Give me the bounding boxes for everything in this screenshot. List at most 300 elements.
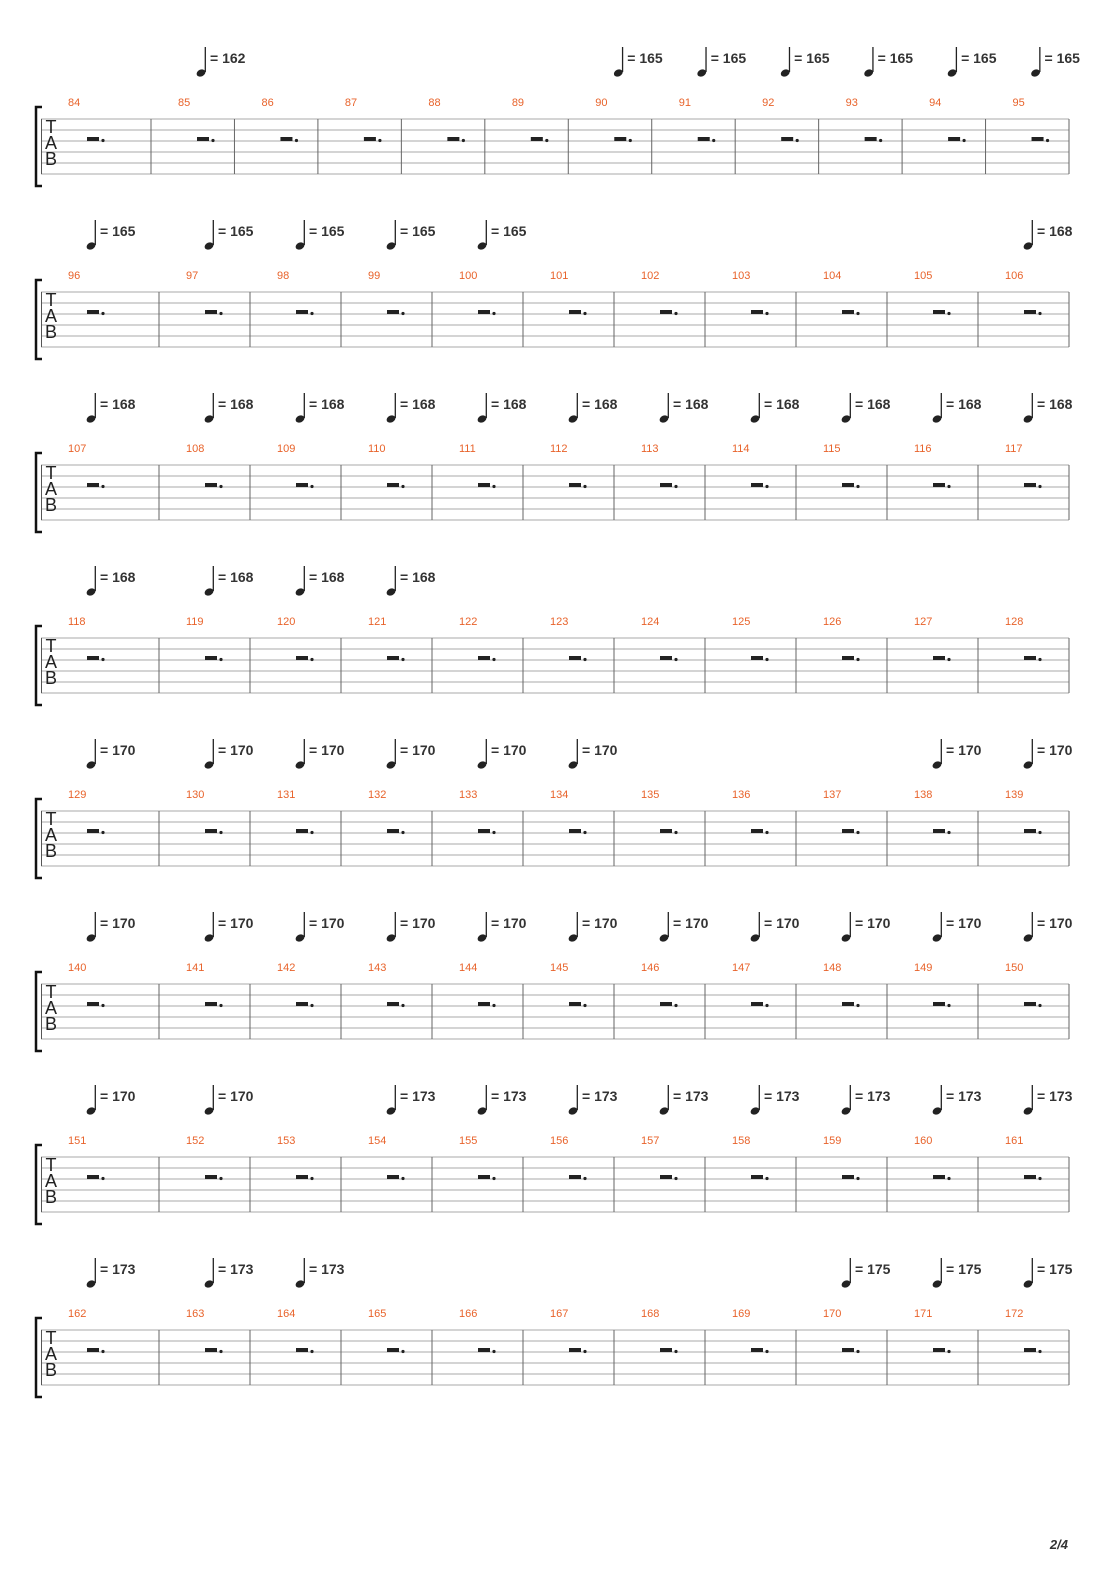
tempo-marking [567, 739, 617, 770]
rest-dot [856, 831, 859, 834]
rest-bar [205, 483, 217, 487]
rest-bar [660, 1175, 672, 1179]
measure-number: 132 [368, 789, 387, 801]
rest-dot [583, 658, 586, 661]
measure [277, 1135, 341, 1212]
tempo-marking [567, 393, 617, 424]
rest-bar [387, 483, 399, 487]
tempo-marking [85, 912, 135, 943]
measure [178, 47, 246, 174]
tempo-marking [931, 393, 981, 424]
tab-clef-letter: A [44, 1171, 58, 1191]
tempo-marking [840, 912, 890, 943]
rest-dot [765, 485, 768, 488]
rest-dot [629, 139, 632, 142]
rest-bar [865, 137, 877, 141]
rest-dot [674, 1004, 677, 1007]
measure-number: 103 [732, 270, 751, 282]
measure [68, 97, 151, 174]
rest-dot [765, 831, 768, 834]
rest-dot [583, 485, 586, 488]
measure-number: 121 [368, 616, 387, 628]
measure [823, 912, 891, 1039]
measure-number: 131 [277, 789, 296, 801]
measure [512, 97, 568, 174]
tab-clef-letter: T [45, 982, 57, 1002]
measure-number: 104 [823, 270, 842, 282]
measure [428, 97, 484, 174]
measure-number: 92 [762, 97, 775, 109]
rest-bar [296, 1002, 308, 1006]
measure [914, 912, 982, 1039]
measure-number: 120 [277, 616, 296, 628]
rest-dot [1038, 831, 1041, 834]
measure-number: 152 [186, 1135, 205, 1147]
rest-dot [947, 312, 950, 315]
rest-bar [781, 137, 793, 141]
rest-bar [842, 656, 854, 660]
rest-dot [674, 312, 677, 315]
rest-bar [387, 310, 399, 314]
rest-bar [478, 310, 490, 314]
rest-bar [1024, 829, 1036, 833]
tab-clef-letter: B [44, 322, 58, 342]
measure-number: 94 [929, 97, 942, 109]
tempo-value: = 165 [710, 50, 747, 66]
tempo-value: = 170 [309, 915, 345, 931]
rest-dot [101, 1004, 104, 1007]
tempo-marking [1022, 912, 1072, 943]
rest-dot [219, 1177, 222, 1180]
tempo-value: = 168 [582, 396, 618, 412]
rest-bar [751, 656, 763, 660]
tempo-value: = 170 [582, 915, 618, 931]
tempo-value: = 170 [100, 742, 136, 758]
tempo-marking [931, 1085, 981, 1116]
measure-number: 157 [641, 1135, 660, 1147]
rest-bar [387, 829, 399, 833]
tempo-marking [203, 1258, 253, 1289]
measure-number: 97 [186, 270, 199, 282]
measure [732, 1085, 800, 1212]
tempo-marking [931, 912, 981, 943]
measure-number: 126 [823, 616, 842, 628]
rest-dot [401, 485, 404, 488]
rest-bar [387, 1175, 399, 1179]
rest-dot [765, 1004, 768, 1007]
measure-number: 87 [344, 97, 358, 109]
measure-number: 135 [641, 789, 660, 801]
tempo-marking [946, 47, 996, 78]
tempo-marking [385, 220, 435, 251]
rest-dot [765, 1350, 768, 1353]
tempo-value: = 173 [400, 1088, 436, 1104]
tempo-marking [1022, 739, 1072, 770]
tempo-value: = 175 [946, 1261, 982, 1277]
measure-number: 149 [914, 962, 933, 974]
measure [68, 566, 159, 693]
tab-clef-letter: T [45, 809, 57, 829]
rest-bar [569, 310, 581, 314]
measure [186, 739, 254, 866]
tempo-marking [85, 220, 135, 251]
rest-bar [1024, 1002, 1036, 1006]
measure [186, 220, 254, 347]
tempo-value: = 168 [491, 396, 527, 412]
tempo-marking [85, 393, 135, 424]
rest-bar [751, 1348, 763, 1352]
measure-number: 167 [550, 1308, 569, 1320]
rest-dot [401, 1177, 404, 1180]
staff-system [36, 220, 1073, 359]
measure [914, 393, 982, 520]
tempo-value: = 168 [673, 396, 709, 412]
measure [1005, 1258, 1073, 1385]
measure [368, 739, 436, 866]
rest-bar [197, 137, 209, 141]
rest-dot [401, 831, 404, 834]
rest-dot [378, 139, 381, 142]
rest-dot [101, 658, 104, 661]
measure-number: 150 [1005, 962, 1024, 974]
tempo-value: = 170 [1037, 742, 1073, 758]
rest-dot [674, 1177, 677, 1180]
tempo-marking [294, 393, 344, 424]
rest-bar [87, 829, 99, 833]
tempo-value: = 168 [400, 569, 436, 585]
tab-clef-letter: B [44, 1014, 58, 1034]
rest-bar [1024, 1348, 1036, 1352]
tab-clef-letter: B [44, 149, 58, 169]
tempo-value: = 168 [309, 569, 345, 585]
measure [550, 270, 614, 347]
measure [277, 566, 345, 693]
rest-bar [296, 656, 308, 660]
measure-number: 119 [186, 616, 204, 628]
measure-number: 165 [368, 1308, 387, 1320]
measure [368, 220, 436, 347]
tempo-value: = 173 [673, 1088, 709, 1104]
measure-number: 155 [459, 1135, 478, 1147]
measure [277, 912, 345, 1039]
rest-bar [296, 1175, 308, 1179]
rest-bar [478, 1175, 490, 1179]
measure [459, 616, 523, 693]
rest-bar [87, 1348, 99, 1352]
tempo-marking [203, 1085, 253, 1116]
tab-clef-letter: T [45, 463, 57, 483]
tempo-value: = 173 [491, 1088, 527, 1104]
tempo-marking [385, 1085, 435, 1116]
rest-bar [933, 483, 945, 487]
staff-system [36, 912, 1073, 1051]
measure-number: 125 [732, 616, 751, 628]
measure-number: 122 [459, 616, 478, 628]
rest-dot [856, 1350, 859, 1353]
rest-dot [492, 485, 495, 488]
rest-dot [219, 831, 222, 834]
rest-dot [310, 658, 313, 661]
tempo-marking [931, 739, 981, 770]
measure [550, 739, 618, 866]
rest-bar [660, 656, 672, 660]
measure-number: 156 [550, 1135, 569, 1147]
measure-number: 166 [459, 1308, 478, 1320]
rest-bar [933, 829, 945, 833]
measure-number: 117 [1005, 443, 1023, 455]
rest-dot [219, 485, 222, 488]
measure-number: 100 [459, 270, 478, 282]
rest-bar [531, 137, 543, 141]
tempo-marking [840, 393, 890, 424]
rest-bar [751, 829, 763, 833]
tempo-value: = 168 [218, 569, 254, 585]
measure [68, 1085, 159, 1212]
measure-number: 134 [550, 789, 569, 801]
tempo-marking [203, 912, 253, 943]
tab-clef-letter: A [44, 998, 58, 1018]
staff-system [36, 47, 1080, 186]
measure [368, 393, 436, 520]
tempo-marking [1022, 393, 1072, 424]
measure-number: 141 [186, 962, 205, 974]
rest-dot [101, 1350, 104, 1353]
rest-bar [569, 656, 581, 660]
measure [550, 616, 614, 693]
staff-system [36, 393, 1073, 532]
tab-clef-letter: B [44, 668, 58, 688]
measure-number: 138 [914, 789, 933, 801]
rest-dot [310, 1004, 313, 1007]
measure-number: 142 [277, 962, 296, 974]
tempo-marking [476, 393, 526, 424]
rest-dot [310, 312, 313, 315]
rest-bar [387, 1348, 399, 1352]
measure [1005, 1085, 1073, 1212]
tempo-value: = 170 [855, 915, 891, 931]
measure [641, 270, 705, 347]
tab-clef-letter: B [44, 841, 58, 861]
rest-dot [583, 1177, 586, 1180]
rest-bar [87, 656, 99, 660]
measure-number: 172 [1005, 1308, 1024, 1320]
rest-dot [219, 1350, 222, 1353]
rest-dot [219, 312, 222, 315]
measure [914, 739, 982, 866]
rest-bar [933, 1175, 945, 1179]
tempo-value: = 173 [100, 1261, 136, 1277]
tempo-value: = 165 [218, 223, 254, 239]
measure [68, 1258, 159, 1385]
tab-clef-letter: B [44, 1187, 58, 1207]
tempo-value: = 168 [946, 396, 982, 412]
rest-bar [280, 137, 292, 141]
tempo-marking [294, 566, 344, 597]
tempo-value: = 170 [100, 1088, 136, 1104]
measure [914, 1258, 982, 1385]
measure-number: 84 [68, 97, 81, 109]
measure [277, 739, 345, 866]
rest-dot [1038, 1177, 1041, 1180]
tempo-value: = 168 [855, 396, 891, 412]
rest-bar [751, 1175, 763, 1179]
measure-number: 129 [68, 789, 87, 801]
measure [368, 912, 436, 1039]
rest-dot [1046, 139, 1049, 142]
measure-number: 171 [914, 1308, 933, 1320]
rest-bar [1024, 483, 1036, 487]
rest-bar [660, 1002, 672, 1006]
measure [732, 789, 796, 866]
measure [823, 616, 887, 693]
rest-dot [947, 1004, 950, 1007]
tempo-marking [1030, 47, 1080, 78]
tempo-value: = 165 [100, 223, 136, 239]
measure [368, 1085, 436, 1212]
rest-bar [364, 137, 376, 141]
measure-number: 147 [732, 962, 751, 974]
tempo-value: = 168 [764, 396, 800, 412]
tempo-value: = 165 [794, 50, 830, 66]
measure [641, 1085, 709, 1212]
tempo-marking [203, 393, 253, 424]
measure-number: 148 [823, 962, 842, 974]
measure [732, 270, 796, 347]
tab-clef-letter: T [45, 1328, 57, 1348]
measure-number: 140 [68, 962, 87, 974]
rest-bar [296, 829, 308, 833]
rest-dot [674, 1350, 677, 1353]
tempo-value: = 165 [877, 50, 914, 66]
tempo-value: = 168 [400, 396, 436, 412]
tempo-marking [203, 220, 253, 251]
measure [186, 1085, 254, 1212]
measure-number: 128 [1005, 616, 1024, 628]
rest-bar [87, 483, 99, 487]
staff-system [36, 1258, 1073, 1397]
rest-dot [1038, 312, 1041, 315]
measure [846, 47, 914, 174]
measure [762, 47, 830, 174]
rest-dot [310, 485, 313, 488]
tempo-value: = 165 [400, 223, 436, 239]
rest-dot [310, 1177, 313, 1180]
rest-dot [674, 485, 677, 488]
rest-dot [583, 1004, 586, 1007]
measure [641, 789, 705, 866]
measure-number: 86 [261, 97, 274, 109]
rest-bar [660, 310, 672, 314]
rest-bar [751, 310, 763, 314]
rest-bar [933, 1348, 945, 1352]
tempo-value: = 173 [946, 1088, 982, 1104]
tempo-marking [696, 47, 746, 78]
tempo-marking [658, 1085, 708, 1116]
tempo-marking [85, 1258, 135, 1289]
tempo-marking [385, 566, 435, 597]
rest-bar [87, 310, 99, 314]
rest-dot [492, 831, 495, 834]
tempo-value: = 175 [855, 1261, 891, 1277]
tempo-marking [385, 912, 435, 943]
measure-number: 168 [641, 1308, 660, 1320]
measure [277, 393, 345, 520]
measure-number: 130 [186, 789, 205, 801]
rest-dot [492, 658, 495, 661]
rest-bar [205, 310, 217, 314]
measure-number: 146 [641, 962, 660, 974]
measure-number: 85 [178, 97, 191, 109]
tab-clef-letter: B [44, 1360, 58, 1380]
tab-clef-letter: T [45, 1155, 57, 1175]
measure [459, 1085, 527, 1212]
tempo-value: = 173 [309, 1261, 345, 1277]
tempo-value: = 168 [218, 396, 254, 412]
measure [68, 739, 159, 866]
rest-bar [842, 1002, 854, 1006]
measure [550, 912, 618, 1039]
tempo-marking [294, 739, 344, 770]
measure [368, 566, 436, 693]
measure [345, 97, 401, 174]
measure-number: 111 [459, 443, 476, 455]
measure-number: 107 [68, 443, 87, 455]
rest-dot [947, 1177, 950, 1180]
rest-dot [492, 1177, 495, 1180]
measure [186, 393, 254, 520]
rest-bar [205, 829, 217, 833]
tempo-value: = 170 [1037, 915, 1073, 931]
tempo-marking [294, 1258, 344, 1289]
measure [732, 1308, 796, 1385]
measure-number: 114 [732, 443, 750, 455]
rest-bar [842, 1175, 854, 1179]
tempo-marking [385, 739, 435, 770]
tempo-value: = 162 [210, 50, 246, 66]
rest-bar [87, 137, 99, 141]
rest-bar [698, 137, 710, 141]
rest-dot [1038, 485, 1041, 488]
tempo-marking [658, 912, 708, 943]
rest-dot [492, 1350, 495, 1353]
tempo-marking [294, 220, 344, 251]
measure [823, 789, 887, 866]
rest-bar [569, 1348, 581, 1352]
rest-dot [947, 1350, 950, 1353]
measure-number: 115 [823, 443, 841, 455]
measure-number: 137 [823, 789, 842, 801]
rest-dot [219, 1004, 222, 1007]
measure [914, 270, 978, 347]
measure [186, 1258, 254, 1385]
rest-bar [569, 829, 581, 833]
rest-dot [310, 1350, 313, 1353]
rest-dot [492, 312, 495, 315]
tempo-marking [203, 739, 253, 770]
rest-dot [492, 1004, 495, 1007]
tempo-marking [567, 1085, 617, 1116]
measure-number: 112 [550, 443, 568, 455]
rest-bar [87, 1002, 99, 1006]
measure-number: 169 [732, 1308, 751, 1320]
rest-bar [751, 483, 763, 487]
measure-number: 106 [1005, 270, 1024, 282]
rest-dot [947, 658, 950, 661]
rest-bar [933, 310, 945, 314]
measure-number: 170 [823, 1308, 842, 1320]
tempo-value: = 173 [1037, 1088, 1073, 1104]
measure-number: 118 [68, 616, 86, 628]
